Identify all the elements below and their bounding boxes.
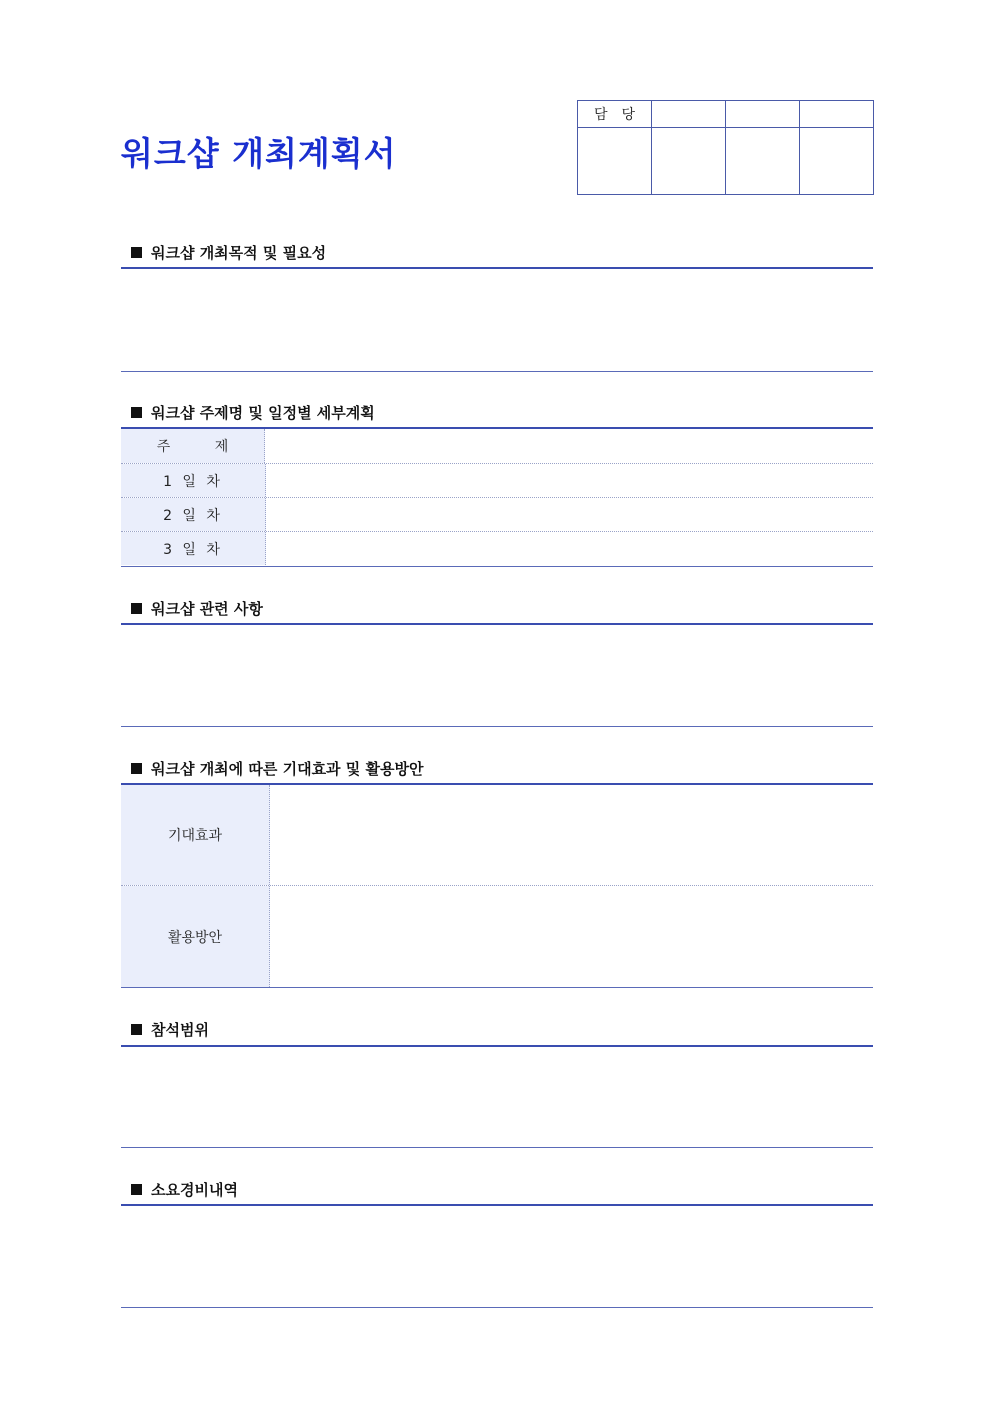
approval-slot-header xyxy=(726,101,800,128)
effects-row-value[interactable] xyxy=(270,785,873,885)
effects-row xyxy=(121,886,873,987)
section-bottom-rule xyxy=(121,1147,873,1148)
signature-cell[interactable] xyxy=(800,128,874,195)
signature-cell[interactable] xyxy=(578,128,652,195)
effects-row xyxy=(121,785,873,886)
section-bottom-rule xyxy=(121,371,873,372)
section-rule xyxy=(121,1204,873,1206)
bullet-square-icon xyxy=(131,763,142,774)
section-bottom-rule xyxy=(121,566,873,567)
effects-table xyxy=(121,785,873,987)
bullet-square-icon xyxy=(131,1184,142,1195)
section-heading-purpose xyxy=(131,242,326,263)
section-rule xyxy=(121,1045,873,1047)
schedule-row xyxy=(121,532,873,565)
approval-slot-header xyxy=(652,101,726,128)
signature-cell[interactable] xyxy=(652,128,726,195)
section-heading-text: 워크샵 주제명 및 일정별 세부계획 xyxy=(151,404,375,422)
schedule-row-label: 2 일 차 xyxy=(121,498,266,531)
schedule-row-label: 1 일 차 xyxy=(121,464,266,497)
related-content[interactable] xyxy=(121,626,873,725)
bullet-square-icon xyxy=(131,407,142,418)
schedule-row xyxy=(121,464,873,498)
section-heading-text: 소요경비내역 xyxy=(151,1181,238,1199)
section-rule xyxy=(121,267,873,269)
approval-box xyxy=(577,100,874,195)
section-heading-text: 참석범위 xyxy=(151,1021,209,1039)
signature-cell[interactable] xyxy=(726,128,800,195)
section-heading-effects xyxy=(131,758,423,779)
schedule-row xyxy=(121,429,873,464)
schedule-row-value[interactable] xyxy=(266,498,873,531)
section-heading-text: 워크샵 개최에 따른 기대효과 및 활용방안 xyxy=(151,760,424,778)
section-heading-text: 워크샵 관련 사항 xyxy=(151,600,263,618)
approval-label: 담당 xyxy=(578,101,652,128)
schedule-table xyxy=(121,429,873,566)
section-heading-related xyxy=(131,598,263,619)
schedule-row-label: 주 제 xyxy=(121,429,265,463)
section-heading-budget xyxy=(131,1179,238,1200)
section-bottom-rule xyxy=(121,987,873,988)
effects-row-label: 활용방안 xyxy=(121,886,270,987)
schedule-row xyxy=(121,498,873,532)
section-heading-attendees xyxy=(131,1019,209,1040)
attendees-content[interactable] xyxy=(121,1048,873,1146)
purpose-content[interactable] xyxy=(121,270,873,370)
schedule-row-value[interactable] xyxy=(266,429,873,463)
section-heading-schedule xyxy=(131,402,375,423)
section-rule xyxy=(121,623,873,625)
document-title: 워크샵 개최계획서 xyxy=(121,134,397,173)
effects-row-label: 기대효과 xyxy=(121,785,270,885)
section-bottom-rule xyxy=(121,726,873,727)
effects-row-value[interactable] xyxy=(270,886,873,987)
schedule-row-value[interactable] xyxy=(266,532,873,565)
approval-slot-header xyxy=(800,101,874,128)
schedule-row-value[interactable] xyxy=(266,464,873,497)
bullet-square-icon xyxy=(131,1024,142,1035)
section-heading-text: 워크샵 개최목적 및 필요성 xyxy=(151,244,327,262)
section-bottom-rule xyxy=(121,1307,873,1308)
bullet-square-icon xyxy=(131,603,142,614)
budget-content[interactable] xyxy=(121,1207,873,1306)
schedule-row-label: 3 일 차 xyxy=(121,532,266,565)
bullet-square-icon xyxy=(131,247,142,258)
